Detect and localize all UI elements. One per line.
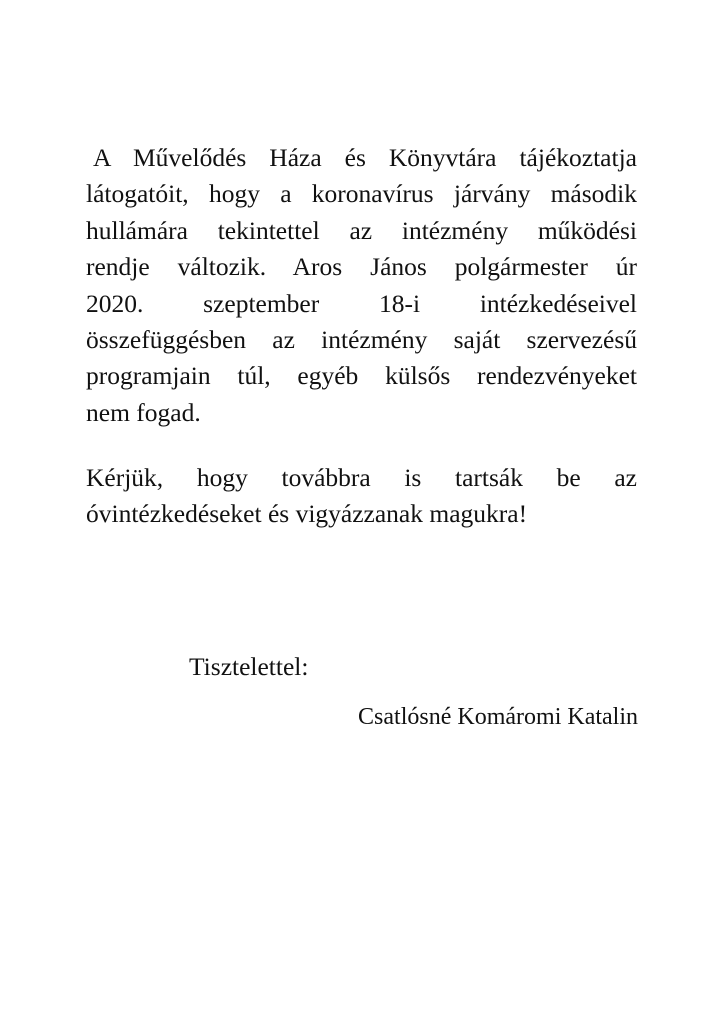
paragraph-line: rendje változik. Aros János polgármester úr — [86, 252, 637, 282]
paragraph-line: 2020. szeptember 18-i intézkedéseivel — [86, 288, 637, 318]
paragraph-line: összefüggésben az intézmény saját szervezésű — [86, 325, 637, 355]
notice-paragraph-2 — [86, 460, 637, 533]
paragraph-line: Kérjük, hogy továbbra is tartsák be az — [86, 463, 637, 492]
notice-paragraph-1 — [86, 140, 637, 431]
paragraph-line: látogatóit, hogy a koronavírus járvány második — [86, 179, 637, 209]
closing-greeting: Tisztelettel: — [189, 652, 309, 681]
paragraph-line: hullámára tekintettel az intézmény működési — [86, 215, 637, 245]
paragraph-line: programjain túl, egyéb külsős rendezvényeket — [86, 361, 637, 391]
paragraph-line: nem fogad. — [86, 397, 201, 427]
signature-name: Csatlósné Komáromi Katalin — [358, 704, 638, 730]
paragraph-line: A Művelődés Háza és Könyvtára tájékoztatja — [93, 143, 637, 172]
paragraph-line: óvintézkedéseket és vigyázzanak magukra! — [86, 499, 528, 529]
